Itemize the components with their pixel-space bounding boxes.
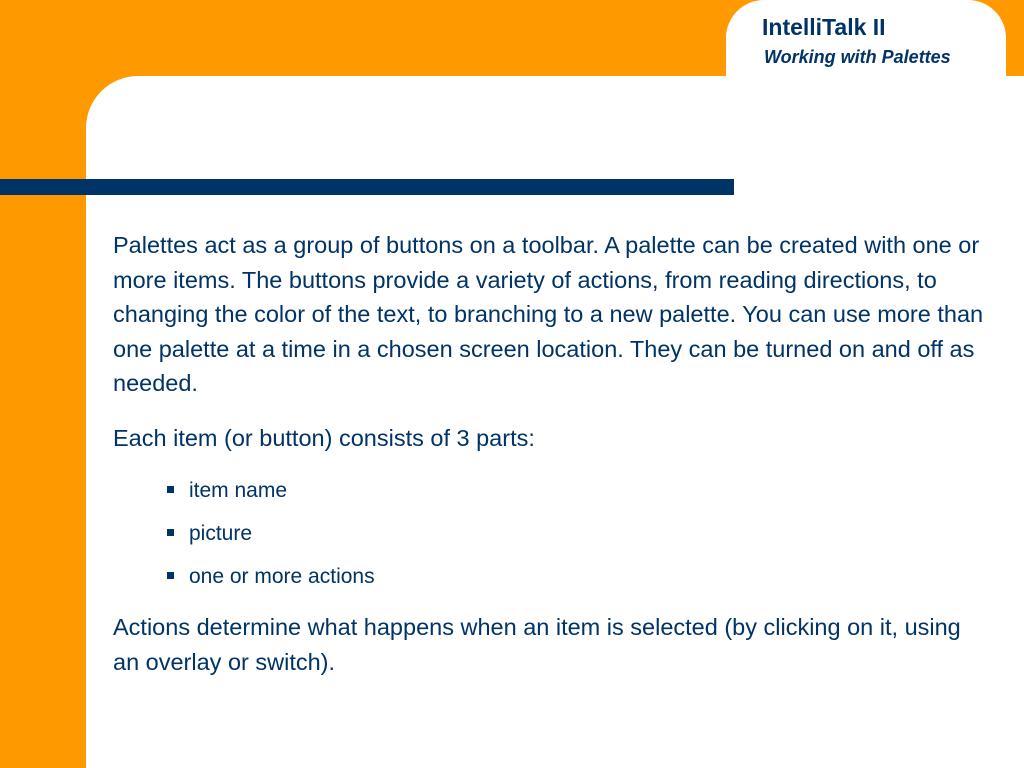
- parts-paragraph: Each item (or button) consists of 3 parts:: [113, 424, 535, 451]
- slide-title: IntelliTalk II: [762, 14, 886, 40]
- accent-bar: [0, 179, 734, 195]
- slide-body: [113, 228, 993, 679]
- square-bullet-icon: [167, 529, 174, 536]
- list-item: [165, 469, 993, 512]
- square-bullet-icon: [167, 486, 174, 493]
- intro-paragraph: Palettes act as a group of buttons on a toolbar. A palette can be created with one or more items. The buttons provide a variety of actions, from reading directions, to changing the color of the text, to branching to a new palette. You can use more than one palette at a time in a chosen screen location. They can be turned on and off as needed.: [113, 232, 984, 396]
- slide-subtitle: Working with Palettes: [764, 47, 951, 67]
- square-bullet-icon: [167, 572, 174, 579]
- list-item-label: picture: [189, 522, 253, 545]
- list-item-label: item name: [189, 479, 288, 502]
- frame-corner: [1006, 0, 1024, 76]
- actions-paragraph: Actions determine what happens when an item is selected (by clicking on it, using an overlay or switch).: [113, 614, 961, 675]
- list-item-label: one or more actions: [189, 565, 375, 588]
- list-item: [165, 555, 993, 598]
- parts-list: [113, 469, 993, 598]
- list-item: [165, 512, 993, 555]
